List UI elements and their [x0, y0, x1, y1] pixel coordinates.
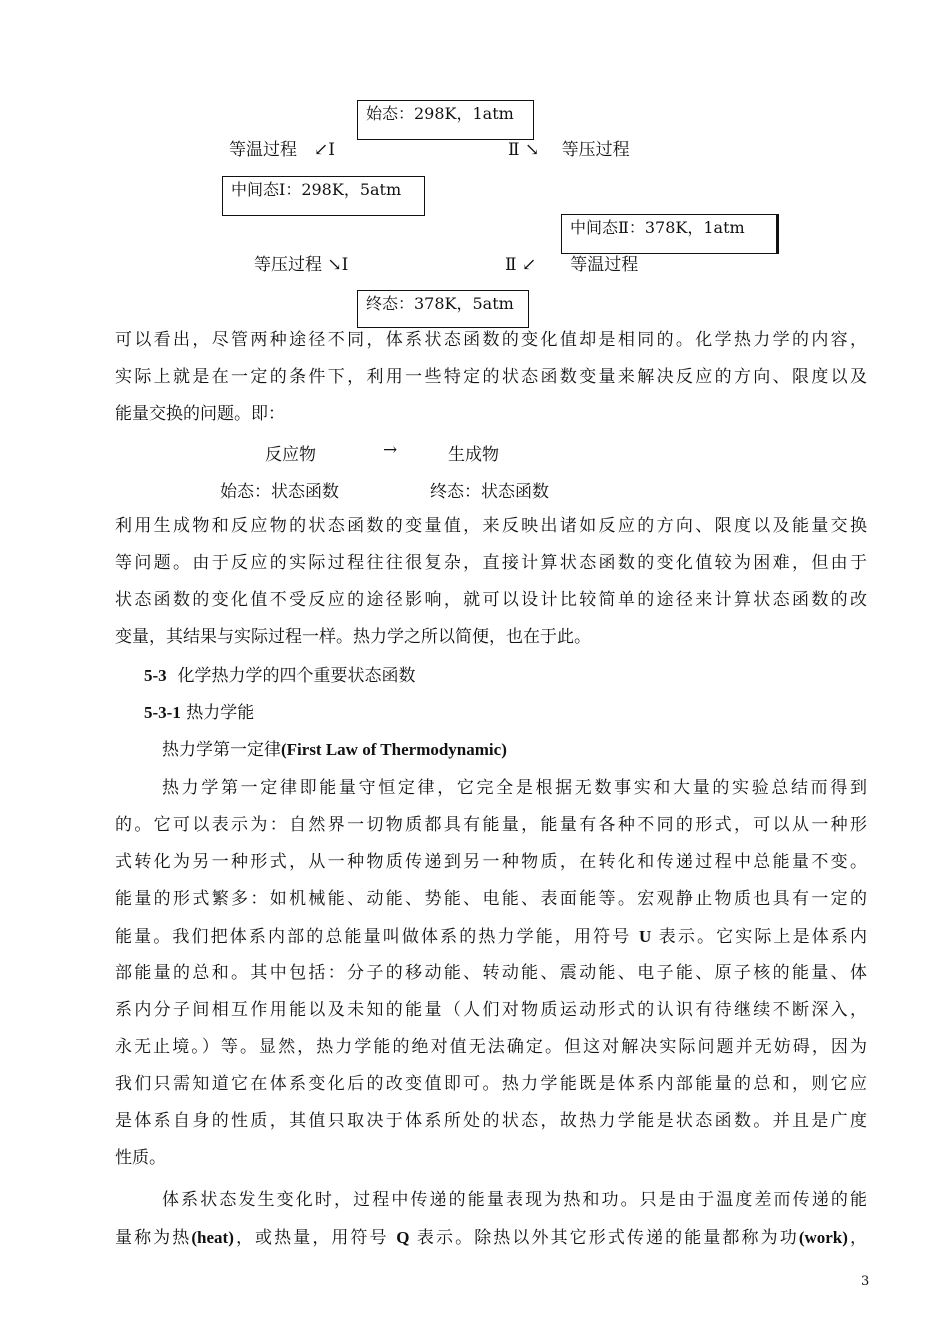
end-state-function: 终态：状态函数	[430, 482, 549, 502]
para2-line1: 利用生成物和反应物的状态函数的变量值，来反映出诸如反应的方向、限度以及能量交换	[115, 516, 867, 536]
label-isothermal-path-1: 等温过程 ↙Ⅰ	[229, 140, 335, 160]
symbol-q: Q	[396, 1228, 410, 1247]
subsection-number: 5-3-1	[144, 703, 181, 722]
initial-state-box: 始态：298K，1atm	[357, 100, 534, 140]
subsection-title: 热力学能	[186, 703, 255, 723]
para3-line5-b: 表示。它实际上是体系内	[651, 927, 868, 947]
para1-line2: 实际上就是在一定的条件下，利用一些特定的状态函数变量来解决反应的方向、限度以及	[115, 367, 867, 387]
para3-line3: 式转化为另一种形式，从一种物质传递到另一种物质，在转化和传递过程中总能量不变。	[115, 852, 867, 872]
para3-line6: 部能量的总和。其中包括：分子的移动能、转动能、震动能、电子能、原子核的能量、体	[115, 963, 867, 983]
para3-line11: 性质。	[115, 1148, 166, 1168]
para2-line2: 等问题。由于反应的实际过程往往很复杂，直接计算状态函数的变化值较为困难，但由于	[115, 553, 867, 573]
final-state-box: 终态：378K，5atm	[357, 290, 529, 328]
para4-l2a: 量称为热	[115, 1228, 192, 1248]
para2-line4: 变量，其结果与实际过程一样。热力学之所以简便，也在于此。	[115, 627, 591, 647]
para3-line10: 是体系自身的性质，其值只取决于体系所处的状态，故热力学能是状态函数。并且是广度	[115, 1111, 867, 1131]
para4-line1: 体系状态发生变化时，过程中传递的能量表现为热和功。只是由于温度差而传递的能	[162, 1190, 867, 1210]
para3-line2: 的。它可以表示为：自然界一切物质都具有能量，能量有各种不同的形式，可以从一种形	[115, 815, 867, 835]
intermediate-state-1-box: 中间态Ⅰ：298K，5atm	[222, 176, 425, 216]
section-title: 化学热力学的四个重要状态函数	[177, 666, 416, 686]
section-heading	[144, 664, 415, 688]
para1-line3: 能量交换的问题。即：	[115, 404, 285, 424]
start-state-function: 始态：状态函数	[220, 482, 339, 502]
page-number: 3	[861, 1274, 870, 1289]
para4-l2c: ，或热量，用符号	[233, 1228, 397, 1248]
para3-line9: 我们只需知道它在体系变化后的改变值即可。热力学能既是体系内部能量的总和，则它应	[115, 1074, 867, 1094]
para3-line8: 永无止境。）等。显然，热力学能的绝对值无法确定。但这对解决实际问题并无妨碍，因为	[115, 1037, 867, 1057]
para4-l2e: 表示。除热以外其它形式传递的能量都称为功	[409, 1228, 799, 1248]
law-heading	[162, 738, 507, 762]
reaction-arrow: →	[383, 440, 398, 460]
para4-line2	[115, 1219, 867, 1257]
para4-l2g: ，	[847, 1228, 868, 1248]
symbol-u: U	[638, 927, 652, 946]
subsection-heading	[144, 701, 254, 725]
law-title-en: (First Law of Thermodynamic)	[281, 740, 507, 759]
para3-line7: 系内分子间相互作用能以及未知的能量（人们对物质运动形式的认识有待继续不断深入，	[115, 1000, 867, 1020]
reactant-label: 反应物	[265, 445, 316, 465]
para2-line3: 状态函数的变化值不受反应的途径影响，就可以设计比较简单的途径来计算状态函数的改	[115, 590, 867, 610]
label-isobaric-path-1: 等压过程 ↘Ⅰ	[254, 255, 349, 275]
intermediate-state-2-box: 中间态Ⅱ：378K，1atm	[561, 214, 779, 254]
para3-line4: 能量的形式繁多：如机械能、动能、势能、电能、表面能等。宏观静止物质也具有一定的	[115, 889, 867, 909]
section-number: 5-3	[144, 666, 167, 685]
para3-line5-a: 能量。我们把体系内部的总能量叫做体系的热力学能，用符号	[115, 927, 639, 947]
label-isobaric-path-2: Ⅱ ↘ 等压过程	[508, 140, 630, 160]
product-label: 生成物	[448, 445, 499, 465]
term-work: (work)	[798, 1228, 848, 1247]
term-heat: (heat)	[191, 1228, 234, 1247]
label-isothermal-path-2: Ⅱ ↙ 等温过程	[505, 255, 639, 275]
para3-line1: 热力学第一定律即能量守恒定律，它完全是根据无数事实和大量的实验总结而得到	[162, 778, 867, 798]
law-title: 热力学第一定律	[162, 740, 281, 760]
para1-line1: 可以看出，尽管两种途径不同，体系状态函数的变化值却是相同的。化学热力学的内容，	[115, 330, 867, 350]
para3-line5	[115, 918, 867, 956]
